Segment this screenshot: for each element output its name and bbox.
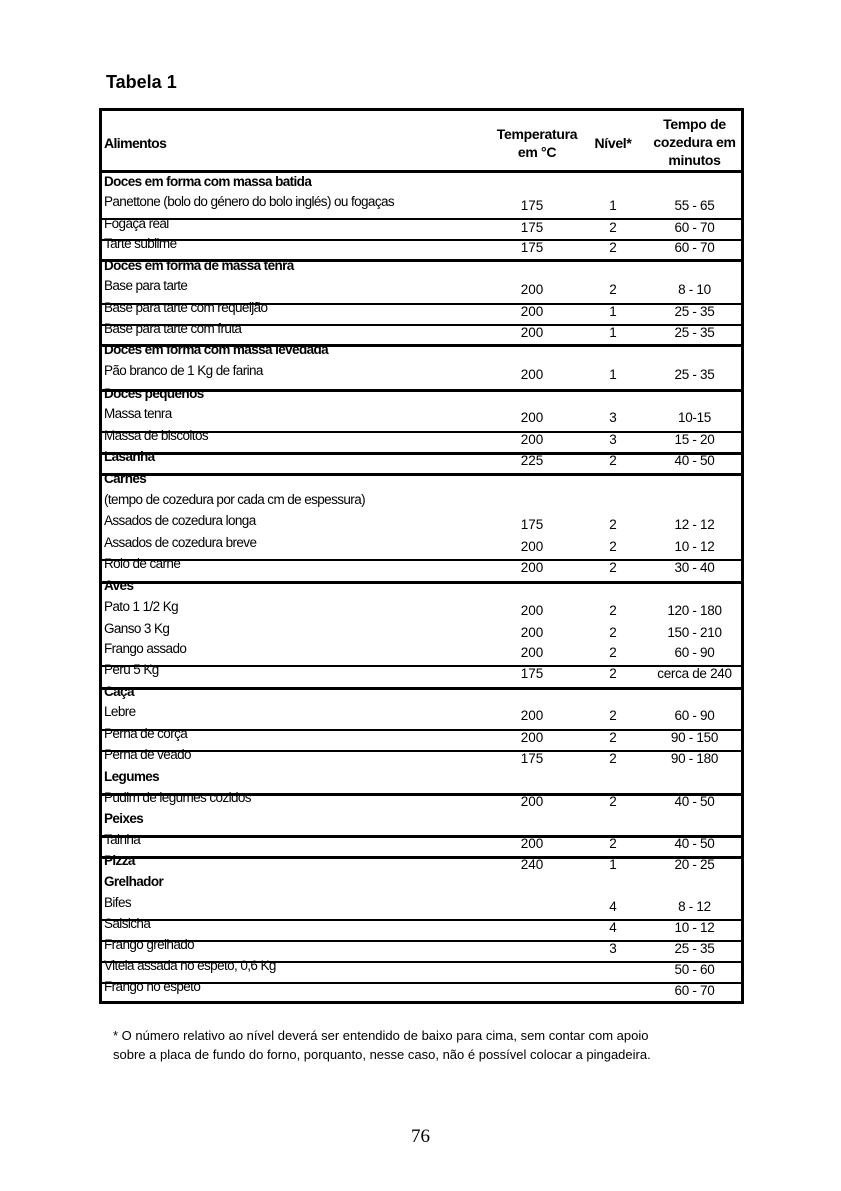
footnote [113, 1026, 753, 1064]
row-divider [102, 793, 741, 796]
row-time: 8 - 12 [678, 899, 711, 914]
row-divider [102, 259, 741, 262]
row-temperature: 175 [520, 220, 544, 235]
row-level: 2 [609, 751, 617, 766]
row-food: Vitela assada no espeto, 0,6 Kg [104, 958, 276, 973]
row-temperature: 175 [520, 666, 544, 681]
row-temperature: 200 [520, 410, 544, 425]
row-temperature: 175 [520, 517, 544, 532]
row-food: Rolo de carne [104, 556, 181, 571]
header-level: Nível* [594, 135, 632, 151]
row-divider [102, 344, 741, 347]
row-food: Massa de biscoitos [104, 428, 209, 443]
row-food: Base para tarte com fruta [104, 321, 242, 336]
row-time: 50 - 60 [674, 962, 715, 977]
row-time: cerca de 240 [657, 666, 732, 681]
row-food: Pudim de legumes cozidos [104, 790, 251, 805]
row-food: Peixes [104, 811, 144, 826]
row-temperature: 175 [520, 751, 544, 766]
header-temperature-line2: em °C [517, 144, 557, 160]
row-food: Salsicha [104, 916, 151, 931]
row-level: 1 [609, 304, 617, 319]
row-level: 2 [609, 666, 617, 681]
row-time: 25 - 35 [674, 941, 715, 956]
row-food: Assados de cozedura breve [104, 535, 257, 550]
footnote-line2: sobre a placa de fundo do forno, porquanto, nesse caso, não é possível colocar a pingadeira. [113, 1047, 651, 1062]
row-level: 3 [609, 410, 617, 425]
header-time [642, 115, 747, 169]
row-time: 12 - 12 [674, 517, 715, 532]
row-food: Lebre [104, 704, 136, 719]
row-divider [102, 750, 741, 752]
row-food: Legumes [104, 769, 160, 784]
header-temperature [482, 125, 592, 161]
cooking-table [99, 108, 744, 1004]
row-divider [102, 239, 741, 241]
row-food: Doces em forma com massa levedada [104, 342, 329, 357]
row-level: 2 [609, 539, 617, 554]
row-temperature: 175 [520, 240, 544, 255]
row-food: Base para tarte [104, 278, 188, 293]
row-temperature: 200 [520, 325, 544, 340]
row-food: Doces em forma de massa tenra [104, 258, 294, 273]
row-temperature: 175 [520, 198, 544, 213]
row-divider [102, 835, 741, 838]
row-level: 1 [609, 367, 617, 382]
row-time: 40 - 50 [674, 836, 715, 851]
row-food: Frango no espeto [104, 979, 201, 994]
row-temperature: 200 [520, 560, 544, 575]
row-time: 60 - 70 [674, 240, 715, 255]
header-food: Alimentos [104, 135, 167, 151]
row-level: 3 [609, 941, 617, 956]
header-temperature-line1: Temperatura [496, 126, 578, 142]
row-divider [102, 581, 741, 584]
row-level: 2 [609, 730, 617, 745]
row-time: 60 - 70 [674, 983, 715, 998]
row-time: 40 - 50 [674, 794, 715, 809]
row-food: Tarte sublime [104, 236, 177, 251]
row-food: Peru 5 Kg [104, 662, 159, 677]
row-divider [102, 961, 741, 963]
row-level: 2 [609, 282, 617, 297]
row-divider [102, 389, 741, 392]
row-time: 30 - 40 [674, 560, 715, 575]
row-level: 1 [609, 325, 617, 340]
row-level: 2 [609, 836, 617, 851]
row-level: 2 [609, 625, 617, 640]
row-food: Aves [104, 578, 134, 593]
row-temperature: 200 [520, 282, 544, 297]
row-divider [102, 431, 741, 433]
row-level: 2 [609, 708, 617, 723]
row-temperature: 200 [520, 836, 544, 851]
row-divider [102, 303, 741, 305]
table-header [102, 111, 741, 173]
row-time: 55 - 65 [674, 198, 715, 213]
row-time: 25 - 35 [674, 367, 715, 382]
row-food: Carnes [104, 471, 147, 486]
row-divider [102, 559, 741, 561]
row-divider [102, 473, 741, 476]
row-time: 90 - 180 [670, 751, 719, 766]
row-food: Ganso 3 Kg [104, 621, 170, 636]
row-level: 1 [609, 857, 617, 872]
row-food: Grelhador [104, 874, 164, 889]
page-number: 76 [411, 1126, 430, 1147]
row-food: Fogaça real [104, 216, 169, 231]
row-divider [102, 687, 741, 690]
row-time: 25 - 35 [674, 325, 715, 340]
row-food: Doces pequenos [104, 386, 204, 401]
row-divider [102, 856, 741, 859]
row-food: Bifes [104, 895, 132, 910]
header-time-line1: Tempo de [663, 116, 726, 132]
row-level: 4 [609, 920, 617, 935]
row-time: 8 - 10 [678, 282, 711, 297]
row-temperature: 200 [520, 603, 544, 618]
row-temperature: 200 [520, 432, 544, 447]
row-food: Pão branco de 1 Kg de farina [104, 363, 263, 378]
header-time-line3: minutos [668, 152, 721, 168]
row-temperature: 200 [520, 539, 544, 554]
row-temperature: 200 [520, 367, 544, 382]
row-divider [102, 982, 741, 984]
row-level: 2 [609, 240, 617, 255]
row-food: Base para tarte com requeijão [104, 300, 268, 315]
row-food: Perna de veado [104, 747, 191, 762]
row-time: 60 - 90 [674, 645, 715, 660]
row-food: Pizza [104, 853, 135, 868]
row-divider [102, 919, 741, 921]
row-food: (tempo de cozedura por cada cm de espessura) [104, 492, 366, 507]
row-temperature: 200 [520, 794, 544, 809]
row-time: 10 - 12 [674, 920, 715, 935]
table-title: Tabela 1 [106, 72, 177, 92]
row-food: Doces em forma com massa batida [104, 174, 312, 189]
row-time: 120 - 180 [667, 603, 722, 618]
row-time: 25 - 35 [674, 304, 715, 319]
row-temperature: 200 [520, 304, 544, 319]
row-level: 4 [609, 899, 617, 914]
row-time: 60 - 90 [674, 708, 715, 723]
row-food: Tainha [104, 832, 141, 847]
footnote-line1: * O número relativo ao nível deverá ser entendido de baixo para cima, sem contar com apoio [113, 1028, 649, 1043]
row-divider [102, 665, 741, 667]
row-food: Perna de corça [104, 726, 188, 741]
row-divider [102, 729, 741, 731]
row-temperature: 200 [520, 645, 544, 660]
row-level: 1 [609, 198, 617, 213]
row-food: Massa tenra [104, 406, 172, 421]
row-level: 2 [609, 645, 617, 660]
row-temperature: 240 [520, 857, 544, 872]
row-level: 2 [609, 794, 617, 809]
row-time: 10-15 [677, 410, 712, 425]
row-level: 2 [609, 220, 617, 235]
row-food: Assados de cozedura longa [104, 513, 256, 528]
row-food: Caça [104, 684, 134, 699]
row-time: 15 - 20 [674, 432, 715, 447]
row-level: 2 [609, 517, 617, 532]
row-level: 2 [609, 560, 617, 575]
row-food: Frango assado [104, 641, 187, 656]
row-temperature: 225 [520, 453, 544, 468]
row-level: 3 [609, 432, 617, 447]
row-level: 2 [609, 453, 617, 468]
row-temperature: 200 [520, 625, 544, 640]
row-time: 150 - 210 [667, 625, 722, 640]
row-time: 40 - 50 [674, 453, 715, 468]
row-divider [102, 324, 741, 326]
row-time: 90 - 150 [670, 730, 719, 745]
row-time: 10 - 12 [674, 539, 715, 554]
row-food: Lasanha [104, 449, 155, 464]
row-food: Frango grelhado [104, 937, 195, 952]
row-temperature: 200 [520, 708, 544, 723]
row-divider [102, 940, 741, 942]
row-food: Panettone (bolo do género do bolo inglés) ou fogaças [104, 194, 395, 209]
row-level: 2 [609, 603, 617, 618]
row-time: 60 - 70 [674, 220, 715, 235]
row-time: 20 - 25 [674, 857, 715, 872]
row-divider [102, 218, 741, 220]
row-temperature: 200 [520, 730, 544, 745]
header-time-line2: cozedura em [653, 134, 736, 150]
row-food: Pato 1 1/2 Kg [104, 599, 179, 614]
row-divider [102, 452, 741, 455]
